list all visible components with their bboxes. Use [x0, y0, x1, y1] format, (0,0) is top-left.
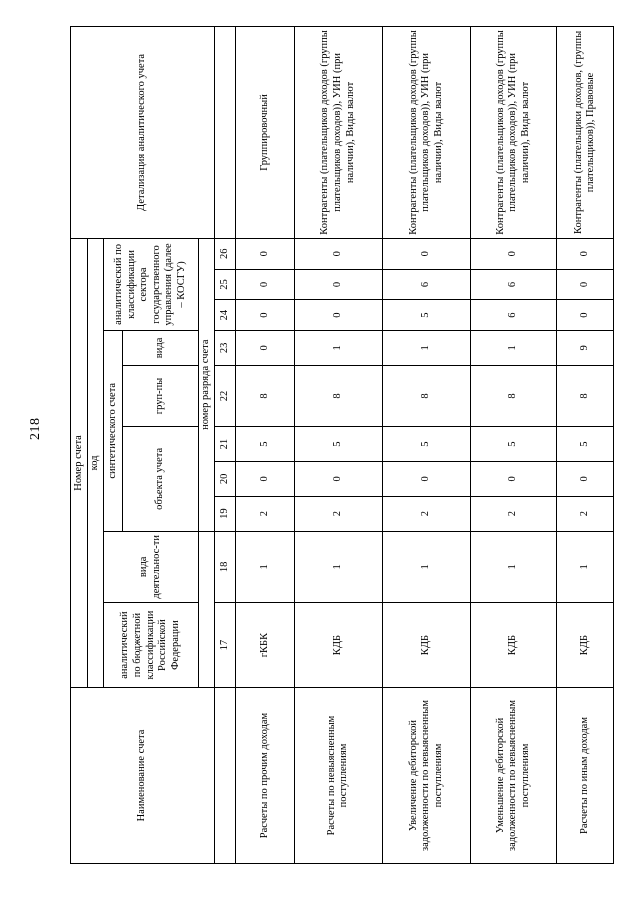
cell-20: 0 [235, 461, 294, 496]
cell-23: 1 [294, 331, 382, 366]
cell-18: 1 [382, 531, 470, 603]
row-name: Расчеты по невыясненным поступлениям [294, 688, 382, 864]
header-col-blank [214, 27, 235, 239]
cell-18: 1 [294, 531, 382, 603]
cell-17: КДБ [557, 603, 614, 688]
header-kosgu: аналитический по классификации сектора государственного управления (далее – КОСГУ) [104, 238, 198, 330]
cell-26: 0 [471, 238, 557, 269]
cell-24: 0 [235, 300, 294, 331]
cell-20: 0 [382, 461, 470, 496]
row-name: Увеличение дебиторской задолженности по невыясненным поступлениям [382, 688, 470, 864]
row-detail: Контрагенты (плательщиков доходов (группы плательщиков доходов)), УИН (при наличии), Виды валют [382, 27, 470, 239]
cell-19: 2 [557, 496, 614, 531]
cell-22: 8 [557, 365, 614, 426]
cell-26: 0 [557, 238, 614, 269]
cell-23: 0 [235, 331, 294, 366]
cell-26: 0 [235, 238, 294, 269]
rotated-table-container [70, 26, 614, 864]
cell-25: 0 [557, 269, 614, 300]
cell-17: КДБ [471, 603, 557, 688]
header-digit-number: номер разряда счета [198, 238, 214, 531]
cell-26: 0 [382, 238, 470, 269]
header-account-number: Номер счета [71, 238, 88, 687]
cell-25: 6 [471, 269, 557, 300]
header-account-name: Наименование счета [71, 688, 215, 864]
cell-23: 1 [382, 331, 470, 366]
digit-21: 21 [214, 427, 235, 462]
cell-19: 2 [471, 496, 557, 531]
table-row [471, 27, 557, 864]
cell-20: 0 [557, 461, 614, 496]
header-group: груп-пы [123, 365, 199, 426]
table-row [557, 27, 614, 864]
cell-21: 5 [557, 427, 614, 462]
cell-21: 5 [471, 427, 557, 462]
row-detail: Контрагенты (плательщиков доходов (группы плательщиков доходов)), УИН (при наличии), Виды валют [471, 27, 557, 239]
cell-21: 5 [294, 427, 382, 462]
digit-26: 26 [214, 238, 235, 269]
header-analytic-budget: аналитический по бюджетной классификации Российской Федерации [104, 603, 198, 688]
digit-24: 24 [214, 300, 235, 331]
cell-24: 0 [294, 300, 382, 331]
row-detail: Контрагенты (плательщиков доходов (группы плательщиков доходов)), УИН (при наличии), Виды валют [294, 27, 382, 239]
cell-17: КДБ [294, 603, 382, 688]
header-col-blank [214, 688, 235, 864]
cell-26: 0 [294, 238, 382, 269]
row-detail: Группировочный [235, 27, 294, 239]
digit-22: 22 [214, 365, 235, 426]
row-detail: Контрагенты (плательщики доходов, (группы плательщиков)), Правовые [557, 27, 614, 239]
cell-20: 0 [471, 461, 557, 496]
cell-19: 2 [382, 496, 470, 531]
cell-19: 2 [235, 496, 294, 531]
cell-21: 5 [382, 427, 470, 462]
row-name: Расчеты по иным доходам [557, 688, 614, 864]
table-row [294, 27, 382, 864]
row-name: Уменьшение дебиторской задолженности по невыясненным поступлениям [471, 688, 557, 864]
header-code: код [87, 238, 103, 687]
accounts-table [70, 26, 614, 864]
cell-18: 1 [471, 531, 557, 603]
cell-23: 9 [557, 331, 614, 366]
cell-18: 1 [235, 531, 294, 603]
cell-24: 5 [382, 300, 470, 331]
cell-24: 6 [471, 300, 557, 331]
cell-22: 8 [471, 365, 557, 426]
header-blank [198, 531, 214, 688]
table-row [235, 27, 294, 864]
cell-22: 8 [382, 365, 470, 426]
header-activity-type: вида деятельнос-ти [104, 531, 198, 603]
cell-20: 0 [294, 461, 382, 496]
cell-25: 6 [382, 269, 470, 300]
digit-17: 17 [214, 603, 235, 688]
header-kind: вида [123, 331, 199, 366]
cell-25: 0 [294, 269, 382, 300]
row-name: Расчеты по прочим доходам [235, 688, 294, 864]
cell-24: 0 [557, 300, 614, 331]
cell-22: 8 [294, 365, 382, 426]
digit-18: 18 [214, 531, 235, 603]
cell-23: 1 [471, 331, 557, 366]
cell-22: 8 [235, 365, 294, 426]
table-row [382, 27, 470, 864]
cell-21: 5 [235, 427, 294, 462]
cell-17: КДБ [382, 603, 470, 688]
cell-17: гКБК [235, 603, 294, 688]
digit-20: 20 [214, 461, 235, 496]
header-object: объекта учета [123, 427, 199, 531]
digit-25: 25 [214, 269, 235, 300]
cell-19: 2 [294, 496, 382, 531]
header-synthetic: синтетического счета [104, 331, 123, 532]
cell-25: 0 [235, 269, 294, 300]
digit-23: 23 [214, 331, 235, 366]
cell-18: 1 [557, 531, 614, 603]
digit-19: 19 [214, 496, 235, 531]
page-number: 218 [28, 417, 43, 440]
header-detail: Детализация аналитического учета [71, 27, 215, 239]
